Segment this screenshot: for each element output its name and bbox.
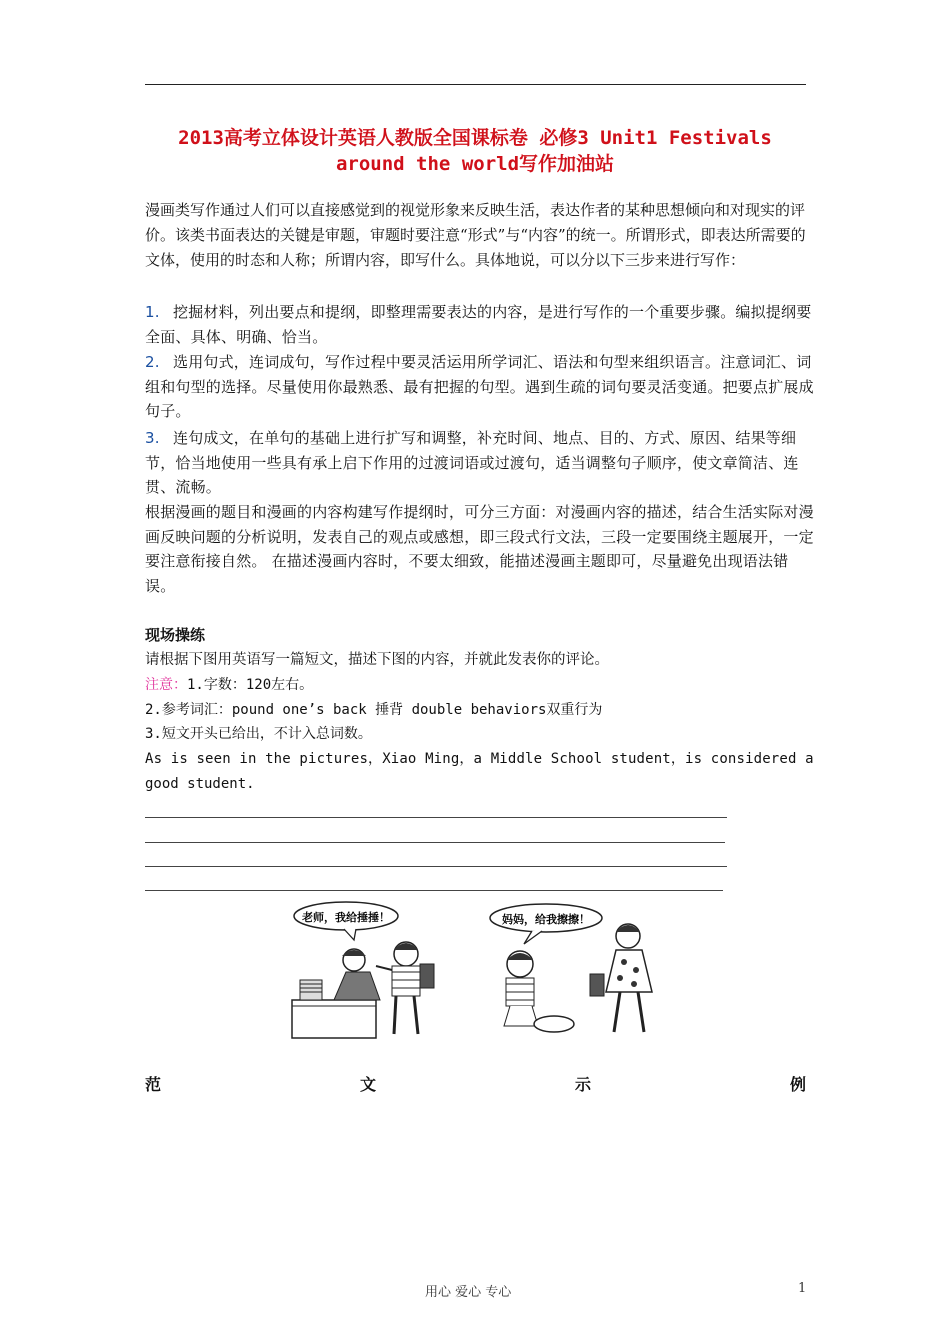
writing-line	[145, 890, 723, 891]
page-number: 1	[798, 1281, 807, 1296]
sample-heading-char: 范	[145, 1075, 162, 1094]
step-number: 1.	[145, 303, 160, 321]
writing-line	[145, 842, 725, 843]
advice-paragraph: 根据漫画的题目和漫画的内容构建写作提纲时，可分三方面：对漫画内容的描述，结合生活实际对漫画反映问题的分析说明，发表自己的观点或感想，即三段式行文法，三段一定要围绕主题展开，一定要注意衔接自然。 在描述漫画内容时，不要太细致，能描述漫画主题即可，尽量避免出现语法错误。	[145, 503, 814, 595]
writing-line	[145, 866, 727, 867]
sample-heading-char: 例	[790, 1075, 807, 1094]
document-title-line2: around the world写作加油站	[335, 153, 615, 175]
cartoon-illustration	[284, 896, 664, 1042]
intro-paragraph: 漫画类写作通过人们可以直接感觉到的视觉形象来反映生活，表达作者的某种思想倾向和对现实的评价。该类书面表达的关键是审题，审题时要注意“形式”与“内容”的统一。所谓形式，即表达所需要的文体，使用的时态和人称；所谓内容，即写什么。具体地说，可以分以下三步来进行写作：	[145, 201, 806, 269]
step-2	[145, 350, 815, 424]
step-text: 选用句式，连词成句，写作过程中要灵活运用所学词汇、语法和句型来组织语言。注意词汇、词组和句型的选择。尽量使用你最熟悉、最有把握的句型。遇到生疏的词句要灵活变通。把要点扩展成句子。	[145, 353, 814, 420]
right-speech-bubble: 妈妈，给我擦擦！	[502, 913, 590, 926]
step-text: 挖掘材料，列出要点和提纲，即整理需要表达的内容，是进行写作的一个重要步骤。编拟提纲要全面、具体、明确、恰当。	[145, 303, 812, 346]
step-1	[145, 300, 815, 349]
note-label: 注意：	[145, 677, 187, 693]
note-1-text: 1.字数：120左右。	[187, 677, 314, 693]
step-3	[145, 426, 815, 500]
practice-instruction: 请根据下图用英语写一篇短文，描述下图的内容，并就此发表你的评论。	[145, 652, 609, 668]
writing-line	[145, 817, 727, 818]
note-1	[145, 673, 313, 697]
header-rule	[145, 84, 806, 85]
step-number: 2.	[145, 353, 160, 371]
opening-line-2: good student.	[145, 776, 255, 792]
step-number: 3.	[145, 429, 160, 447]
step-text: 连句成文，在单句的基础上进行扩写和调整，补充时间、地点、目的、方式、原因、结果等细节，恰当地使用一些具有承上启下作用的过渡词语或过渡句，适当调整句子顺序，使文章简洁、连贯、流畅。	[145, 429, 799, 496]
sample-heading-char: 示	[575, 1075, 592, 1094]
right-cartoon-panel	[490, 904, 652, 1032]
practice-heading: 现场操练	[145, 626, 206, 644]
opening-line-1: As is seen in the pictures，Xiao Ming，a Middle School student，is considered a	[145, 751, 814, 767]
note-3: 3.短文开头已给出，不计入总词数。	[145, 726, 372, 742]
document-title-line1: 2013高考立体设计英语人教版全国课标卷 必修3 Unit1 Festivals	[178, 127, 772, 149]
note-2: 2.参考词汇：pound one’s back 捶背 double behaviors双重行为	[145, 702, 603, 718]
left-speech-bubble: 老师，我给捶捶！	[302, 911, 390, 924]
sample-heading-char: 文	[360, 1075, 377, 1094]
footer-slogan: 用心 爱心 专心	[425, 1285, 512, 1300]
left-cartoon-panel	[292, 902, 434, 1038]
